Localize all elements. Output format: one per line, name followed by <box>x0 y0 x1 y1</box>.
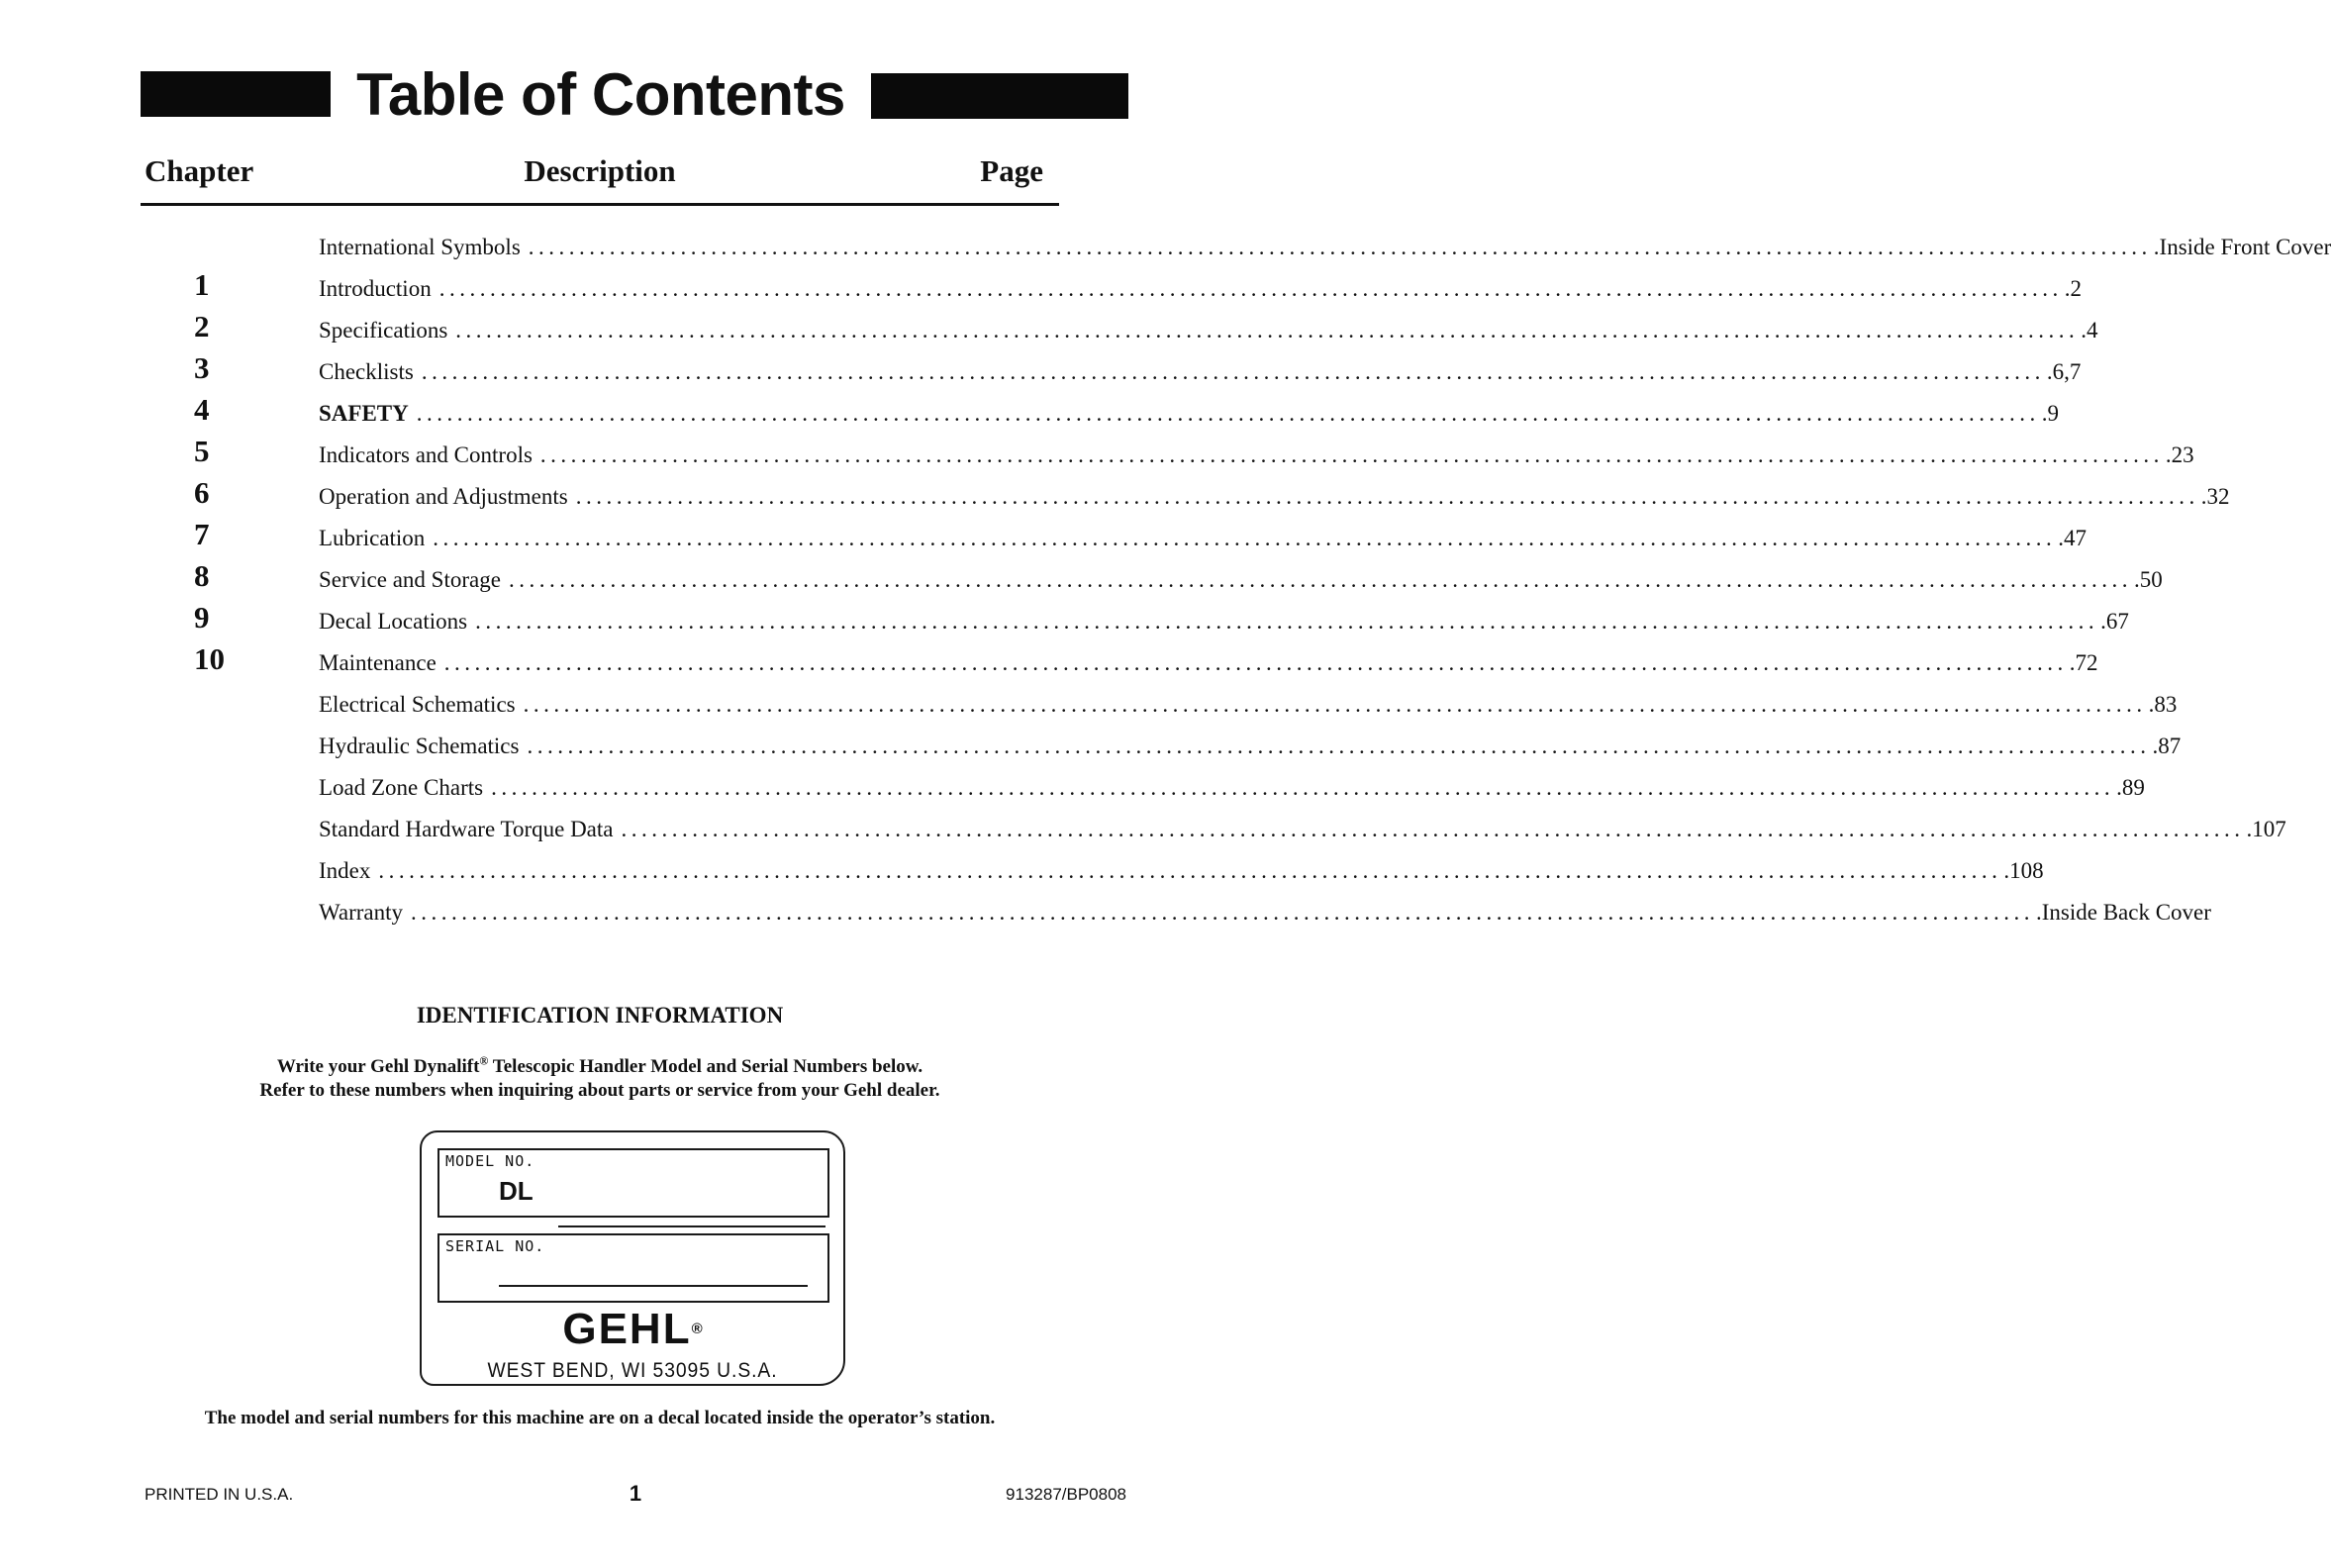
toc-entry-label: Operation and Adjustments <box>319 484 568 509</box>
toc-row <box>0 851 2044 891</box>
toc-entry-page: .23 <box>2165 442 2194 467</box>
toc-dot-leader: ................................................................................................................................................................ <box>491 775 2115 800</box>
serial-number-line <box>499 1285 808 1287</box>
toc-entry-label: Decal Locations <box>319 609 468 634</box>
decal-location-note: The model and serial numbers for this machine are on a decal located inside the operator’s station. <box>204 1408 996 1428</box>
toc-entry <box>319 893 2211 932</box>
footer-printed-in: PRINTED IN U.S.A. <box>145 1485 294 1504</box>
toc-dot-leader: ................................................................................................................................................................ <box>378 858 2002 883</box>
toc-entry-page: .Inside Front Cover <box>2153 235 2331 259</box>
toc-entry-label: Index <box>319 858 371 883</box>
toc-chapter-number: 9 <box>194 600 210 635</box>
toc-dot-leader: ................................................................................................................................................................ <box>528 235 2152 259</box>
toc-row <box>0 475 2230 517</box>
toc-entry <box>319 643 2098 683</box>
toc-dot-leader: ................................................................................................................................................................ <box>508 567 2132 592</box>
toc-dot-leader: ................................................................................................................................................................ <box>621 817 2245 841</box>
gehl-logo-text: GEHL <box>562 1305 692 1353</box>
toc-entry-page: .67 <box>2100 609 2129 634</box>
toc-entry <box>319 436 2194 475</box>
toc-entry-label: Lubrication <box>319 526 426 550</box>
toc-entry <box>319 768 2145 808</box>
toc-dot-leader: ................................................................................................................................................................ <box>475 609 2099 634</box>
toc-entry-label: SAFETY <box>319 401 409 426</box>
toc-entry <box>319 269 2082 309</box>
toc-dot-leader: ................................................................................................................................................................ <box>455 318 2080 343</box>
toc-entry <box>319 685 2178 725</box>
toc-row <box>0 685 2178 725</box>
toc-entry <box>319 394 2059 434</box>
toc-dot-leader: ................................................................................................................................................................ <box>411 900 2034 925</box>
toc-entry-label: Introduction <box>319 276 432 301</box>
toc-row <box>0 641 2098 683</box>
toc-entry <box>319 727 2182 766</box>
toc-dot-leader: ................................................................................................................................................................ <box>527 734 2151 758</box>
model-number-box <box>437 1148 829 1218</box>
toc-entry-label: Hydraulic Schematics <box>319 734 520 758</box>
serial-number-label: SERIAL NO. <box>445 1237 545 1255</box>
toc-entry-label: Standard Hardware Torque Data <box>319 817 614 841</box>
toc-chapter-number: 10 <box>194 641 225 676</box>
identification-line-1-end: Telescopic Handler Model and Serial Numbers below. <box>488 1056 923 1077</box>
toc-entry-label: Specifications <box>319 318 448 343</box>
toc-row <box>0 727 2182 766</box>
footer-page-number: 1 <box>629 1481 642 1506</box>
column-header-description: Description <box>524 153 676 188</box>
toc-entry <box>319 851 2044 891</box>
toc-chapter-number: 3 <box>194 350 210 385</box>
toc-row <box>0 267 2082 309</box>
plate-divider-line <box>558 1225 826 1227</box>
registered-mark: ® <box>479 1053 489 1068</box>
header-rule <box>141 203 1059 206</box>
toc-dot-leader: ................................................................................................................................................................ <box>421 359 2045 384</box>
identification-line-1-start: Write your Gehl Dynalift <box>276 1056 480 1077</box>
toc-entry <box>319 560 2163 600</box>
toc-chapter-number: 6 <box>194 475 210 510</box>
toc-dot-leader: ................................................................................................................................................................ <box>523 692 2147 717</box>
toc-entry-label: Warranty <box>319 900 403 925</box>
title-bar-left <box>141 71 331 117</box>
model-number-value: DL <box>499 1176 534 1206</box>
identification-line-1 <box>0 1055 1200 1079</box>
toc-entry <box>319 311 2098 350</box>
toc-row <box>0 893 2211 932</box>
toc-entry-page: .6,7 <box>2046 359 2082 384</box>
toc-entry-page: .87 <box>2152 734 2182 758</box>
toc-chapter-number: 7 <box>194 517 210 551</box>
toc-entry-page: .107 <box>2246 817 2286 841</box>
toc-dot-leader: ................................................................................................................................................................ <box>438 276 2063 301</box>
toc-entry-page: .4 <box>2081 318 2098 343</box>
footer-document-code: 913287/BP0808 <box>1006 1485 1126 1504</box>
toc-chapter-number: 5 <box>194 434 210 468</box>
toc-row <box>0 517 2088 558</box>
toc-entry-page: .72 <box>2069 650 2098 675</box>
toc-chapter-number: 8 <box>194 558 210 593</box>
column-header-chapter: Chapter <box>145 153 254 188</box>
toc-entry-page: .47 <box>2058 526 2088 550</box>
identification-heading: IDENTIFICATION INFORMATION <box>416 1003 784 1028</box>
toc-chapter-number: 1 <box>194 267 210 302</box>
toc-entry-page: .2 <box>2064 276 2082 301</box>
toc-dot-leader: ................................................................................................................................................................ <box>443 650 2068 675</box>
toc-entry <box>319 519 2088 558</box>
gehl-registered-mark: ® <box>691 1321 703 1337</box>
toc-chapter-number: 2 <box>194 309 210 343</box>
toc-entry-page: .Inside Back Cover <box>2036 900 2211 925</box>
toc-entry-page: .9 <box>2041 401 2059 426</box>
toc-chapter-number: 4 <box>194 392 210 427</box>
toc-entry <box>319 810 2286 849</box>
toc-entry-label: International Symbols <box>319 235 521 259</box>
toc-entry-label: Indicators and Controls <box>319 442 533 467</box>
model-number-label: MODEL NO. <box>445 1152 535 1170</box>
toc-dot-leader: ................................................................................................................................................................ <box>416 401 2040 426</box>
toc-entry <box>319 602 2129 641</box>
toc-row <box>0 228 2331 267</box>
toc-entry <box>319 477 2230 517</box>
toc-entry-label: Service and Storage <box>319 567 501 592</box>
toc-row <box>0 350 2082 392</box>
plate-address: WEST BEND, WI 53095 U.S.A. <box>487 1359 778 1382</box>
toc-entry-label: Electrical Schematics <box>319 692 516 717</box>
toc-entry-page: .50 <box>2133 567 2163 592</box>
serial-number-box <box>437 1233 829 1303</box>
toc-row <box>0 600 2129 641</box>
toc-entry-label: Checklists <box>319 359 414 384</box>
toc-entry <box>319 352 2082 392</box>
toc-entry-page: .89 <box>2116 775 2145 800</box>
toc-entry-page: .32 <box>2200 484 2230 509</box>
toc-row <box>0 768 2145 808</box>
toc-row <box>0 558 2163 600</box>
toc-entry-label: Maintenance <box>319 650 437 675</box>
toc-dot-leader: ................................................................................................................................................................ <box>433 526 2057 550</box>
toc-entry-page: .83 <box>2148 692 2178 717</box>
identification-line-2: Refer to these numbers when inquiring about parts or service from your Gehl dealer. <box>259 1080 940 1101</box>
toc-entry-label: Load Zone Charts <box>319 775 484 800</box>
toc-entry <box>319 228 2331 267</box>
title-bar-right <box>871 73 1128 119</box>
page-title: Table of Contents <box>356 61 845 128</box>
toc-row <box>0 434 2194 475</box>
serial-plate <box>420 1130 845 1386</box>
toc-row <box>0 392 2059 434</box>
toc-entry-page: .108 <box>2003 858 2044 883</box>
toc-row <box>0 309 2098 350</box>
column-header-page: Page <box>980 153 1043 188</box>
toc-row <box>0 810 2286 849</box>
toc-dot-leader: ................................................................................................................................................................ <box>539 442 2164 467</box>
gehl-logo <box>422 1305 843 1354</box>
toc-dot-leader: ................................................................................................................................................................ <box>575 484 2199 509</box>
